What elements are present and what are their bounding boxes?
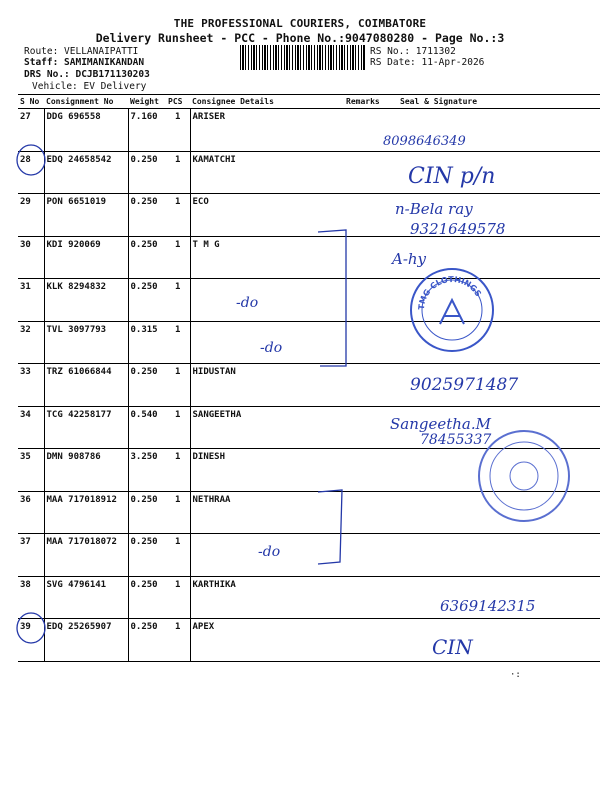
row-pcs: 1 — [166, 364, 190, 407]
row-consignment: SVG 4796141 — [44, 576, 128, 619]
staff-label: Staff: SAMIMANIKANDAN — [24, 57, 145, 68]
row-weight: 0.250 — [128, 364, 166, 407]
handwriting-cin-39: CIN — [432, 635, 473, 659]
stamp-text: TMG CLOTHINGS — [416, 274, 483, 311]
table-row — [18, 151, 600, 194]
row-pcs: 1 — [166, 491, 190, 534]
row-consignee: KARTHIKA — [190, 576, 344, 619]
row-remarks — [344, 364, 398, 407]
row-remarks — [344, 619, 398, 662]
barcode — [240, 45, 365, 70]
handwriting-cin-28: CIN p/n — [408, 164, 496, 189]
handwriting-phone-33: 9025971487 — [410, 375, 519, 395]
row-weight: 3.250 — [128, 449, 166, 492]
ditto-37: -do — [258, 544, 281, 560]
col-consignment: Consignment No — [44, 95, 128, 109]
row-consignee: T M G — [190, 236, 344, 279]
row-consignment: TVL 3097793 — [44, 321, 128, 364]
row-sno: 37 — [18, 534, 44, 577]
row-weight: 0.250 — [128, 619, 166, 662]
row-consignment: MAA 717018072 — [44, 534, 128, 577]
row-weight: 0.315 — [128, 321, 166, 364]
col-weight: Weight — [128, 95, 166, 109]
handwriting-phone-28: 8098646349 — [383, 134, 466, 149]
row-consignment: TCG 42258177 — [44, 406, 128, 449]
table-row — [18, 321, 600, 364]
table-header — [18, 95, 600, 109]
row-weight: 0.250 — [128, 151, 166, 194]
row-weight: 0.540 — [128, 406, 166, 449]
tail-mark: ·: — [510, 670, 521, 680]
handwriting-phone-29: 9321649578 — [410, 220, 506, 238]
row-pcs: 1 — [166, 406, 190, 449]
row-pcs: 1 — [166, 619, 190, 662]
row-remarks — [344, 491, 398, 534]
row-sno: 31 — [18, 279, 44, 322]
handwriting-name-29: n-Bela ray — [395, 200, 473, 218]
row-consignment: DDG 696558 — [44, 109, 128, 152]
tmg-stamp — [410, 268, 494, 352]
row-consignment: KLK 8294832 — [44, 279, 128, 322]
row-pcs: 1 — [166, 279, 190, 322]
row-remarks — [344, 449, 398, 492]
handwriting-phone-38: 6369142315 — [440, 597, 536, 615]
row-pcs: 1 — [166, 321, 190, 364]
row-consignee: ECO — [190, 194, 344, 237]
col-seal: Seal & Signature — [398, 95, 600, 109]
row-pcs: 1 — [166, 151, 190, 194]
ditto-31: -do — [236, 295, 259, 311]
row-sno: 30 — [18, 236, 44, 279]
row-consignee: DINESH — [190, 449, 344, 492]
row-consignment: EDQ 24658542 — [44, 151, 128, 194]
table-row — [18, 109, 600, 152]
row-sno: 28 — [18, 151, 44, 194]
table-row — [18, 619, 600, 662]
vehicle-label: Vehicle: EV Delivery — [32, 81, 147, 92]
row-weight: 0.250 — [128, 576, 166, 619]
row-pcs: 1 — [166, 109, 190, 152]
row-sno: 36 — [18, 491, 44, 534]
col-sno: S No — [18, 95, 44, 109]
ditto-32: -do — [260, 340, 283, 356]
row-consignee: SANGEETHA — [190, 406, 344, 449]
row-seal — [398, 534, 600, 577]
row-weight: 0.250 — [128, 194, 166, 237]
col-remarks: Remarks — [344, 95, 398, 109]
firm-seal — [478, 430, 570, 522]
row-pcs: 1 — [166, 194, 190, 237]
col-pcs: PCS — [166, 95, 190, 109]
row-pcs: 1 — [166, 576, 190, 619]
handwriting-sign-30: A-hy — [392, 250, 427, 268]
row-consignment: TRZ 61066844 — [44, 364, 128, 407]
row-consignee — [190, 279, 344, 322]
company-title: THE PROFESSIONAL COURIERS, COIMBATORE — [173, 17, 427, 30]
row-weight: 0.250 — [128, 236, 166, 279]
table-row — [18, 279, 600, 322]
row-sno: 33 — [18, 364, 44, 407]
runsheet-title: Delivery Runsheet - PCC - Phone No.:9047080280 - Page No.:3 — [95, 31, 505, 45]
row-sno: 35 — [18, 449, 44, 492]
row-pcs: 1 — [166, 236, 190, 279]
row-sno: 29 — [18, 194, 44, 237]
seal-icon — [480, 432, 568, 520]
row-weight: 0.250 — [128, 279, 166, 322]
table-row — [18, 194, 600, 237]
row-remarks — [344, 321, 398, 364]
row-consignment: MAA 717018912 — [44, 491, 128, 534]
row-remarks — [344, 236, 398, 279]
row-pcs: 1 — [166, 534, 190, 577]
row-consignee: NETHRAA — [190, 491, 344, 534]
handwriting-phone-34: 78455337 — [420, 432, 492, 448]
row-weight: 0.250 — [128, 534, 166, 577]
row-seal — [398, 619, 600, 662]
drs-label: DRS No.: DCJB171130203 — [24, 69, 150, 80]
table-row — [18, 236, 600, 279]
row-remarks — [344, 534, 398, 577]
row-remarks — [344, 151, 398, 194]
row-remarks — [344, 576, 398, 619]
handwriting-name-34: Sangeetha.M — [390, 415, 491, 433]
row-consignment: PON 6651019 — [44, 194, 128, 237]
row-consignee: ARISER — [190, 109, 344, 152]
row-consignee: KAMATCHI — [190, 151, 344, 194]
row-consignment: EDQ 25265907 — [44, 619, 128, 662]
stamp-icon — [412, 270, 492, 350]
row-sno: 32 — [18, 321, 44, 364]
route-label: Route: VELLANAIPATTI — [24, 46, 139, 57]
rs-number: RS No.: 1711302 — [370, 46, 456, 57]
row-pcs: 1 — [166, 449, 190, 492]
rs-date: RS Date: 11-Apr-2026 — [370, 57, 485, 68]
row-sno: 39 — [18, 619, 44, 662]
row-consignee: APEX — [190, 619, 344, 662]
row-sno: 27 — [18, 109, 44, 152]
row-remarks — [344, 279, 398, 322]
row-remarks — [344, 194, 398, 237]
row-sno: 38 — [18, 576, 44, 619]
row-sno: 34 — [18, 406, 44, 449]
row-consignee: HIDUSTAN — [190, 364, 344, 407]
row-weight: 0.250 — [128, 491, 166, 534]
col-consignee: Consignee Details — [190, 95, 344, 109]
row-consignment: KDI 920069 — [44, 236, 128, 279]
row-weight: 7.160 — [128, 109, 166, 152]
table-row — [18, 534, 600, 577]
row-consignment: DMN 908786 — [44, 449, 128, 492]
